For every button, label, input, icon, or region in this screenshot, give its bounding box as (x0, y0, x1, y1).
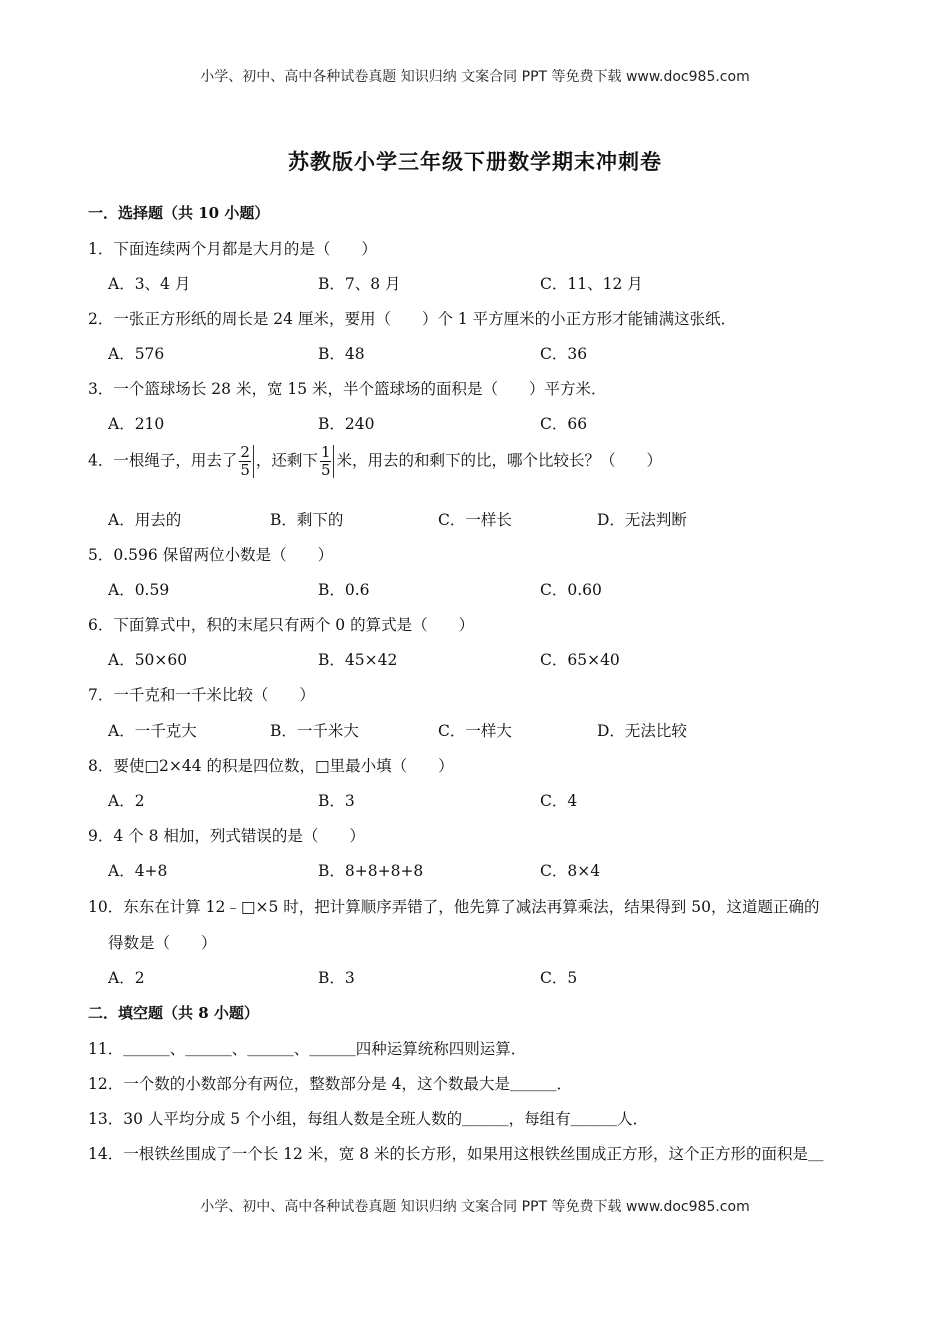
question-10-continued: 得数是（ ） (108, 934, 217, 952)
q5-option-c: C．0.60 (540, 581, 602, 599)
q9-option-b: B．8+8+8+8 (318, 862, 424, 880)
q4-text-c: 米，用去的和剩下的比，哪个比较长？（ ） (336, 451, 662, 470)
q2-option-c: C．36 (540, 345, 588, 363)
question-6: 6．下面算式中，积的末尾只有两个 0 的算式是（ ） (88, 616, 475, 634)
q2-option-a: A．576 (108, 345, 165, 363)
question-2: 2．一张正方形纸的周长是 24 厘米，要用（ ）个 1 平方厘米的小正方形才能铺满这张纸． (88, 310, 737, 328)
q6-option-c: C．65×40 (540, 651, 620, 669)
question-1: 1．下面连续两个月都是大月的是（ ） (88, 240, 377, 258)
q9-option-c: C．8×4 (540, 862, 601, 880)
frac2-numerator: 1 (320, 443, 331, 461)
q5-option-b: B．0.6 (318, 581, 370, 599)
q10-option-a: A．2 (108, 969, 145, 987)
q4-text-b: ，还剩下 (255, 451, 318, 470)
q1-option-b: B．7、8 月 (318, 275, 401, 293)
page-title: 苏教版小学三年级下册数学期末冲刺卷 (288, 149, 662, 174)
question-9: 9．4 个 8 相加，列式错误的是（ ） (88, 827, 365, 845)
q1-option-a: A．3、4 月 (108, 275, 191, 293)
q10-option-c: C．5 (540, 969, 578, 987)
page-header: 小学、初中、高中各种试卷真题 知识归纳 文案合同 PPT 等免费下载 www.doc985.com (200, 69, 750, 85)
q4-option-a: A．用去的 (108, 511, 182, 529)
section-heading-fill: 二．填空题（共 8 小题） (88, 1004, 259, 1022)
question-14: 14．一根铁丝围成了一个长 12 米，宽 8 米的长方形，如果用这根铁丝围成正方形，这个正方形的面积是＿ (88, 1145, 824, 1163)
q5-option-a: A．0.59 (108, 581, 170, 599)
page-footer: 小学、初中、高中各种试卷真题 知识归纳 文案合同 PPT 等免费下载 www.doc985.com (200, 1199, 750, 1215)
q3-option-a: A．210 (108, 415, 165, 433)
q2-option-b: B．48 (318, 345, 365, 363)
frac2-denominator: 5 (320, 461, 331, 479)
question-4 (88, 445, 662, 478)
frac1-numerator: 2 (240, 443, 250, 461)
q3-option-c: C．66 (540, 415, 588, 433)
q10-option-b: B．3 (318, 969, 355, 987)
q7-option-a: A．一千克大 (108, 722, 197, 740)
q9-option-a: A．4+8 (108, 862, 168, 880)
fraction-one-fifth (320, 445, 335, 478)
q1-option-c: C．11、12 月 (540, 275, 643, 293)
frac1-denominator: 5 (240, 461, 250, 479)
question-11: 11．＿＿＿、＿＿＿、＿＿＿、＿＿＿四种运算统称四则运算． (88, 1040, 527, 1058)
question-8: 8．要使□2×44 的积是四位数，□里最小填（ ） (88, 757, 454, 775)
q8-option-c: C．4 (540, 792, 578, 810)
question-7: 7．一千克和一千米比较（ ） (88, 686, 315, 704)
q3-option-b: B．240 (318, 415, 375, 433)
q4-option-b: B．剩下的 (270, 511, 344, 529)
question-12: 12．一个数的小数部分有两位，整数部分是 4，这个数最大是＿＿＿． (88, 1075, 573, 1093)
q4-option-d: D．无法判断 (597, 511, 687, 529)
q4-option-c: C．一样长 (438, 511, 512, 529)
fraction-two-fifths (239, 445, 254, 478)
q7-option-b: B．一千米大 (270, 722, 359, 740)
q4-text-a: 4．一根绳子，用去了 (88, 451, 238, 470)
question-3: 3．一个篮球场长 28 米，宽 15 米，半个篮球场的面积是（ ）平方米． (88, 380, 607, 398)
question-5: 5．0.596 保留两位小数是（ ） (88, 546, 334, 564)
question-13: 13．30 人平均分成 5 个小组，每组人数是全班人数的＿＿＿，每组有＿＿＿人． (88, 1110, 649, 1128)
q8-option-a: A．2 (108, 792, 145, 810)
q7-option-c: C．一样大 (438, 722, 512, 740)
question-10: 10．东东在计算 12﹣□×5 时，把计算顺序弄错了，他先算了减法再算乘法，结果得到 50，这道题正确的 (88, 898, 820, 916)
q8-option-b: B．3 (318, 792, 355, 810)
q6-option-a: A．50×60 (108, 651, 188, 669)
q7-option-d: D．无法比较 (597, 722, 687, 740)
q6-option-b: B．45×42 (318, 651, 398, 669)
section-heading-choice: 一．选择题（共 10 小题） (88, 204, 270, 222)
